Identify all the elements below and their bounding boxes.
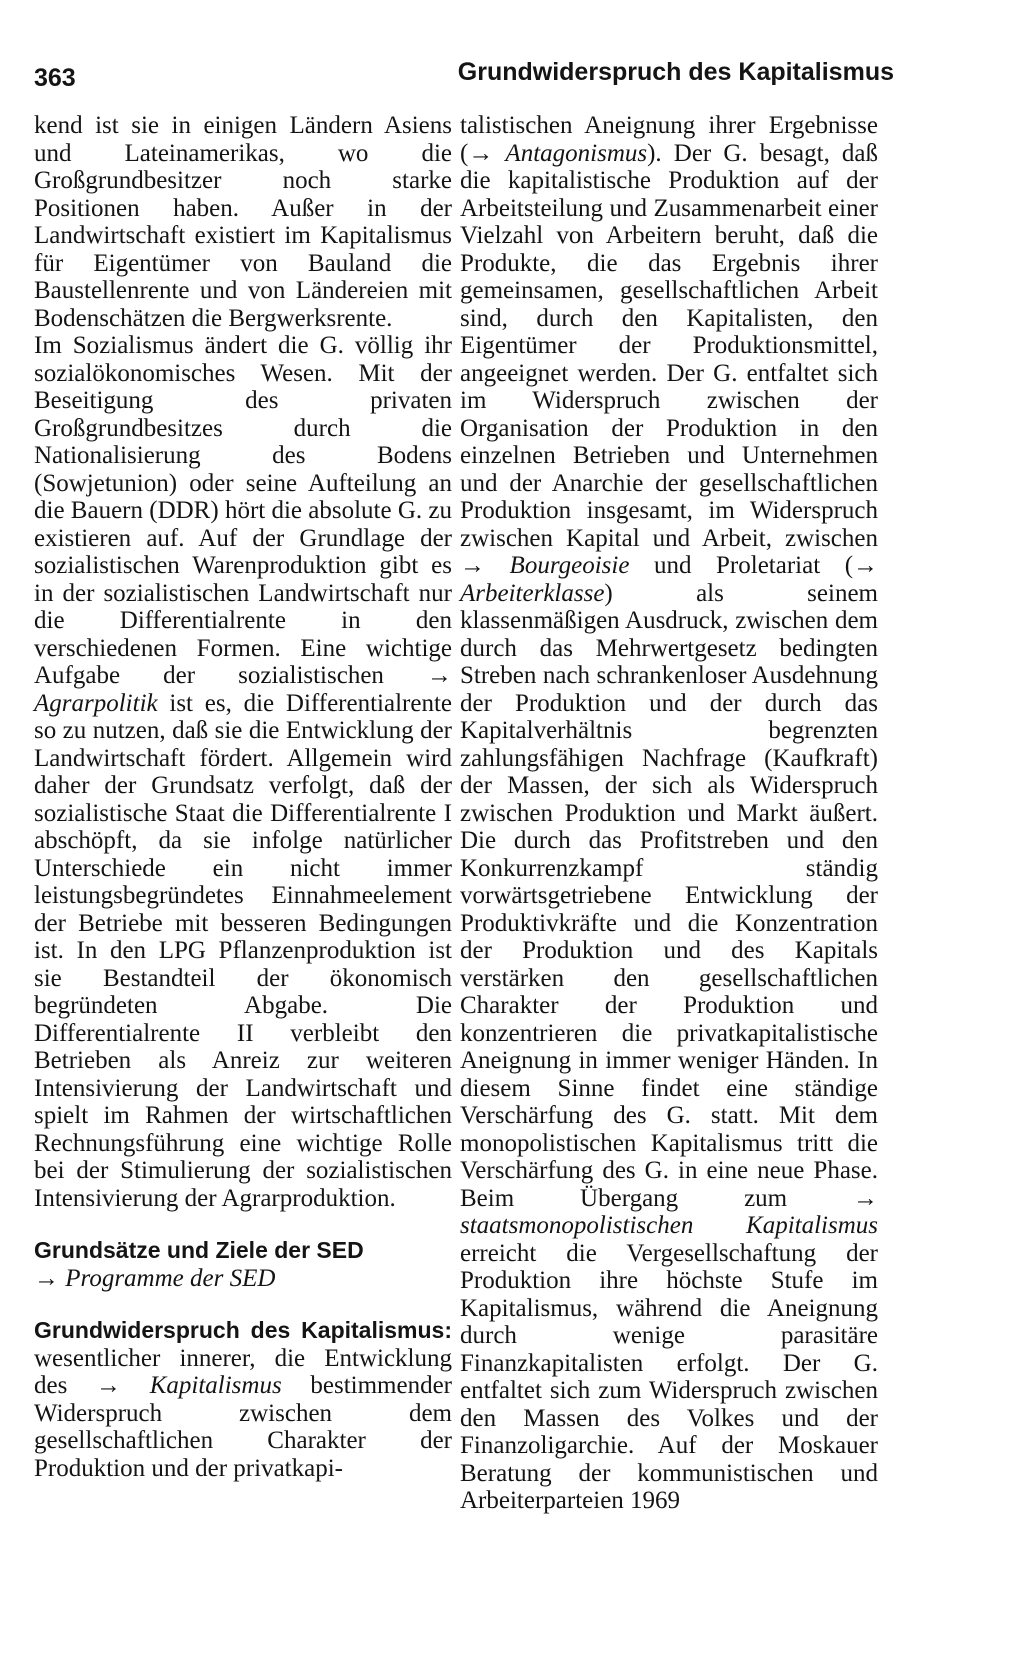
cross-reference-arrow-icon: →: [460, 552, 485, 579]
cross-reference-agrarpolitik[interactable]: Agrarpolitik: [34, 689, 158, 717]
text-run: kend ist sie in einigen Ländern Asiens und Lateinamerikas, wo die Großgrundbesitzer noch starke Positionen haben. Außer in der Landwirtschaft existiert im Kapitalismus für Eigentümer von Bauland die Baustellenrente und von Ländereien mit Bodenschätzen die Bergwerksrente.: [34, 112, 452, 332]
cross-reference-arrow-icon: →: [34, 1264, 59, 1292]
entry-continuation-paragraph: [34, 112, 452, 332]
text-run: und Proletariat (: [653, 552, 854, 579]
text-run: ) als seinem klassenmäßigen Ausdruck, zwischen dem durch das Mehrwertgesetz bedingten Streben nach schrankenloser Ausdehnung der Produktion und der durch das Kapitalverhältnis begrenzten zahlungsfähigen Nachfrage (Kaufkraft) der Massen, der sich als Widerspruch zwischen Produktion und Markt äußert. Die durch das Profitstreben und den Konkurrenzkampf ständig vorwärtsgetriebene Entwicklung der Produktivkräfte und die Konzentration der Produktion und des Kapitals verstärken den gesellschaftlichen Charakter der Produktion und konzentrieren die privatkapitalistische Aneignung in immer weniger Händen. In diesem Sinne findet eine ständige Verschärfung des G. statt. Mit dem monopolistischen Kapitalismus tritt die Verschärfung des G. in eine neue Phase. Beim Übergang zum: [460, 579, 878, 1212]
text-run: ist es, die Differentialrente so zu nutzen, daß sie die Entwicklung der Landwirtschaft fördert. Allgemein wird daher der Grundsatz verfolgt, daß der sozialistische Staat die Differentialrente I abschöpft, da sie infolge natürlicher Unterschiede ein nicht immer leistungsbegründetes Einnahmeelement der Betriebe mit besseren Bedingungen ist. In den LPG Pflanzenproduktion ist sie Bestandteil der ökonomisch begründeten Abgabe. Die Differentialrente II verbleibt den Betrieben als Anreiz zur weiteren Intensivierung der Landwirtschaft und spielt im Rahmen der wirtschaftlichen Rechnungsführung eine wichtige Rolle bei der Stimulierung der sozialistischen Intensivierung der Agrarproduktion.: [34, 689, 452, 1212]
page-number: 363: [34, 64, 76, 92]
left-column: [34, 112, 452, 1482]
cross-reference-arrow-icon: →: [468, 139, 494, 167]
cross-reference-arrow-icon: →: [853, 1184, 878, 1212]
right-column: [460, 112, 878, 1515]
text-run: talistischen Aneignung ihrer Ergebnisse (: [460, 112, 878, 167]
entry-grundwiderspruch: [34, 1317, 452, 1482]
text-run: erreicht die Vergesellschaftung der Produktion ihre höchste Stufe im Kapitalismus, während die Aneignung durch wenige parasitäre Finanzkapitalisten erfolgt. Der G. entfaltet sich zum Widerspruch zwischen den Massen des Volkes und der Finanzoligarchie. Auf der Moskauer Beratung der kommunistischen und Arbeiterparteien 1969: [460, 1239, 878, 1514]
entry-grundwiderspruch-continued: [460, 112, 878, 1515]
socialism-paragraph: [34, 332, 452, 1212]
cross-reference-arrow-icon: →: [853, 552, 879, 579]
cross-reference-arrow-icon: →: [96, 1372, 122, 1399]
entry-heading-grundsaetze: Grundsätze und Ziele der SED: [34, 1237, 364, 1263]
cross-reference-programme-der-sed[interactable]: Programme der SED: [65, 1264, 276, 1292]
text-run: bestimmender Widerspruch zwischen dem gesellschaftlichen Charakter der Produktion und der privatkapi-: [34, 1372, 453, 1482]
entry-heading-grundwiderspruch: Grundwiderspruch des Kapitalismus:: [34, 1317, 452, 1343]
entry-grundsaetze: [34, 1237, 452, 1292]
cross-reference-staatsmonopolistischer-kapitalismus[interactable]: staatsmonopolistischen Kapitalismus: [460, 1212, 878, 1239]
see-reference: [34, 1265, 452, 1293]
page-header: [34, 58, 894, 98]
cross-reference-bourgeoisie[interactable]: Bourgeoisie: [509, 552, 630, 579]
text-run: Im Sozialismus ändert die G. völlig ihr sozialökonomisches Wesen. Mit der Beseitigung des privaten Großgrundbesitzes durch die Nationalisierung des Bodens (Sowjetunion) oder seine Aufteilung an die Bauern (DDR) hört die absolute G. zu existieren auf. Auf der Grundlage der sozialistischen Warenproduktion gibt es in der sozialistischen Landwirtschaft nur die Differentialrente in den verschiedenen Formen. Eine wichtige Aufgabe der sozialistischen: [34, 332, 452, 689]
cross-reference-antagonismus[interactable]: Antagonismus: [505, 139, 648, 167]
cross-reference-kapitalismus[interactable]: Kapitalismus: [149, 1372, 282, 1399]
text-run: wesentlicher innerer, die Entwicklung des: [34, 1344, 452, 1399]
cross-reference-arbeiterklasse[interactable]: Arbeiterklasse: [460, 579, 605, 607]
text-run: ). Der G. besagt, daß die kapitalistische Produktion auf der Arbeitsteilung und Zusammenarbeit einer Vielzahl von Arbeitern beruht, daß die Produkte, die das Ergebnis ihrer gemeinsamen, gesellschaftlichen Arbeit sind, durch den Kapitalisten, den Eigentümer der Produktionsmittel, angeeignet werden. Der G. entfaltet sich im Widerspruch zwischen der Organisation der Produktion in den einzelnen Betrieben und Unternehmen und der Anarchie der gesellschaftlichen Produktion insgesamt, im Widerspruch zwischen Kapital und Arbeit, zwischen: [460, 139, 879, 552]
cross-reference-arrow-icon: →: [427, 662, 453, 689]
running-head: Grundwiderspruch des Kapitalismus: [457, 58, 894, 86]
